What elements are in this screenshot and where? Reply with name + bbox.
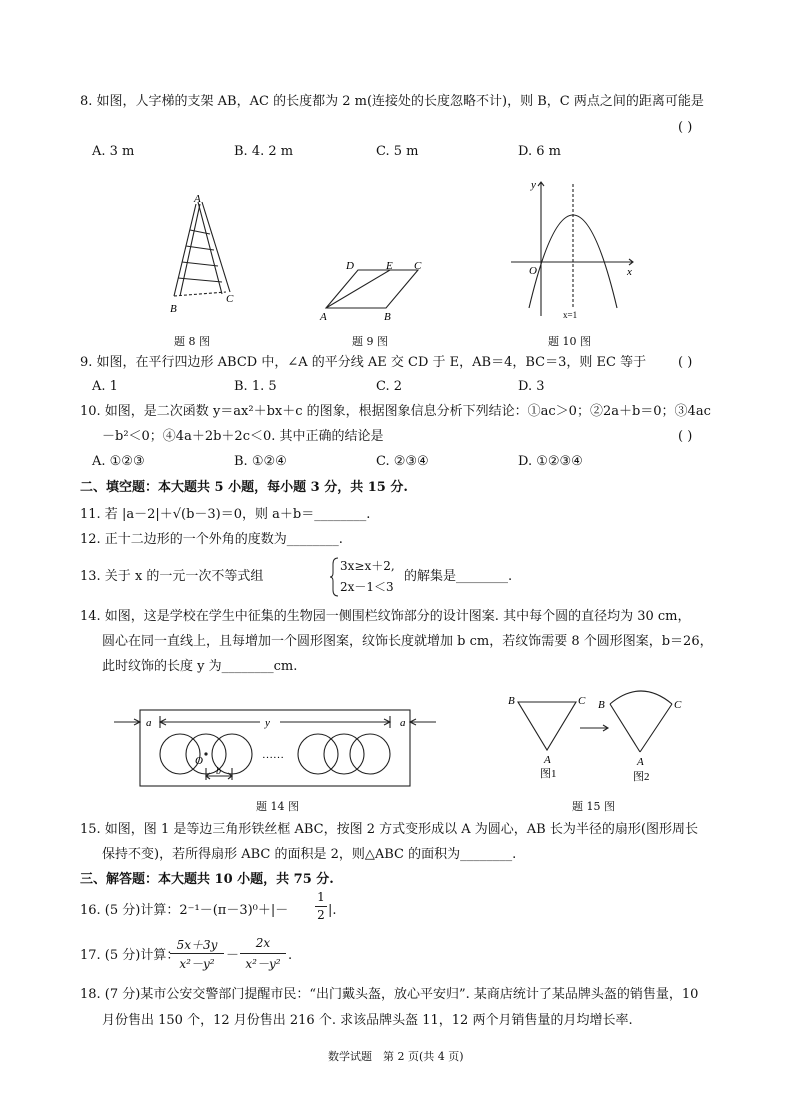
q12-text: 12. 正十二边形的一个外角的度数为________.: [80, 532, 343, 547]
q13-inequality-1: 3x≥x＋2,: [340, 559, 395, 573]
q8-option-b: B. 4. 2 m: [234, 144, 294, 159]
figure-9-parallelogram: [312, 258, 432, 322]
fig10-label-origin: O: [529, 265, 537, 277]
fig14-ellipsis: ……: [262, 749, 284, 761]
q14-line2: 圆心在同一直线上，且每增加一个圆形图案，纹饰长度就增加 b cm，若纹饰需要 8 个圆形图案，b＝26，: [102, 634, 713, 649]
q9-option-c: C. 2: [376, 379, 403, 394]
q16-frac-num: 1: [317, 890, 325, 904]
fig9-label-b: B: [384, 311, 391, 322]
q9-option-a: A. 1: [92, 379, 118, 394]
q16-frac-bar: [315, 906, 327, 907]
fig14-label-y: y: [265, 717, 270, 729]
fig14-label-b: b: [216, 766, 221, 777]
q10-option-c: C. ②③④: [376, 454, 429, 469]
fig8-label-a: A: [194, 193, 201, 205]
q17-frac1-bar: [170, 953, 224, 954]
q9-answer-paren: ( ): [678, 355, 693, 370]
fig9-label-a: A: [320, 311, 327, 322]
q17-prefix: 17. (5 分)计算：: [80, 948, 180, 963]
q18-line1: 18. (7 分)某市公安交警部门提醒市民：“出门戴头盔，放心平安归”. 某商店统计了某品牌头盔的销售量，10: [80, 987, 699, 1002]
q17-suffix: .: [288, 948, 293, 963]
q8-answer-paren: ( ): [678, 120, 693, 135]
fig15-fig2-caption: 图2: [633, 771, 650, 783]
q13-inequality-2: 2x－1＜3: [340, 580, 394, 594]
fig15-fig2-label-c: C: [674, 699, 682, 711]
page-footer: 数学试题 第 2 页(共 4 页): [328, 1050, 464, 1063]
fig8-label-b: B: [170, 303, 177, 315]
q14-line1: 14. 如图，这是学校在学生中征集的生物园一侧围栏纹饰部分的设计图案. 其中每个圆的直径均为 30 cm，: [80, 609, 691, 624]
q8-option-d: D. 6 m: [518, 144, 561, 159]
q15-line2: 保持不变)，若所得扇形 ABC 的面积是 2，则△ABC 的面积为________.: [102, 847, 517, 862]
fig8-caption: 题 8 图: [174, 335, 210, 348]
fig9-label-e: E: [386, 260, 393, 272]
q14-line3: 此时纹饰的长度 y 为________cm.: [102, 659, 298, 674]
fig14-label-a-right: a: [400, 717, 406, 729]
q10-line2: －b²＜0；④4a＋2b＋2c＜0. 其中正确的结论是: [102, 429, 384, 444]
fig8-label-c: C: [226, 293, 234, 305]
q8-option-a: A. 3 m: [92, 144, 135, 159]
q13-prefix: 13. 关于 x 的一元一次不等式组: [80, 569, 264, 584]
section3-heading: 三、解答题：本大题共 10 小题，共 75 分.: [80, 872, 334, 887]
q10-option-b: B. ①②④: [234, 454, 287, 469]
q9-text: 9. 如图，在平行四边形 ABCD 中，∠A 的平分线 AE 交 CD 于 E，AB＝4，BC＝3，则 EC 等于: [80, 355, 647, 370]
figure-14-circle-pattern: [110, 706, 440, 790]
q17-frac2-bar: [240, 953, 286, 954]
fig15-fig2-label-b: B: [598, 699, 605, 711]
fig10-caption: 题 10 图: [548, 335, 591, 348]
fig15-caption: 题 15 图: [572, 800, 615, 813]
q10-option-a: A. ①②③: [92, 454, 145, 469]
fig15-fig1-label-b: B: [508, 695, 515, 707]
q17-frac2-num: 2x: [255, 936, 271, 950]
q8-text: 8. 如图，人字梯的支架 AB，AC 的长度都为 2 m(连接处的长度忽略不计)，则 B，C 两点之间的距离可能是: [80, 94, 704, 109]
fig15-fig1-label-a: A: [544, 754, 551, 766]
fig15-fig2-label-a: A: [637, 756, 644, 768]
fig9-caption: 题 9 图: [352, 335, 388, 348]
fig14-label-a-left: a: [146, 717, 152, 729]
fig14-caption: 题 14 图: [256, 800, 299, 813]
q8-option-c: C. 5 m: [376, 144, 419, 159]
q15-line1: 15. 如图，图 1 是等边三角形铁丝框 ABC，按图 2 方式变形成以 A 为圆心，AB 长为半径的扇形(图形周长: [80, 822, 698, 837]
fig14-label-o: O: [195, 755, 203, 767]
q16-prefix: 16. (5 分)计算：2⁻¹－(π－3)⁰＋|－: [80, 903, 289, 918]
fig10-label-y: y: [531, 179, 536, 191]
figure-8-ladder: [160, 190, 250, 320]
q13-brace: [330, 556, 340, 598]
fig10-label-x: x: [627, 266, 632, 278]
section2-heading: 二、填空题：本大题共 5 小题，每小题 3 分，共 15 分.: [80, 480, 408, 495]
fig10-label-axis: x=1: [563, 310, 578, 320]
fig9-label-d: D: [346, 260, 354, 272]
figure-15-triangle-to-sector: [500, 690, 700, 790]
figure-10-parabola: [505, 176, 645, 324]
q17-frac2-den: x²－y²: [245, 957, 281, 971]
q17-minus: －: [226, 948, 240, 963]
q10-line1: 10. 如图，是二次函数 y＝ax²＋bx＋c 的图象，根据图象信息分析下列结论：①ac＞0；②2a＋b＝0；③4ac: [80, 404, 711, 419]
q17-frac1-num: 5x＋3y: [176, 938, 218, 952]
fig15-fig1-caption: 图1: [540, 768, 557, 780]
fig15-fig1-label-c: C: [578, 695, 586, 707]
q9-option-b: B. 1. 5: [234, 379, 277, 394]
q10-option-d: D. ①②③④: [518, 454, 583, 469]
q9-option-d: D. 3: [518, 379, 545, 394]
q17-frac1-den: x²－y²: [179, 957, 215, 971]
q13-suffix: 的解集是________.: [404, 569, 513, 584]
q18-line2: 月份售出 150 个，12 月份售出 216 个. 求该品牌头盔 11，12 两个月销售量的月均增长率.: [102, 1013, 633, 1028]
q16-frac-den: 2: [317, 908, 325, 922]
q11-text: 11. 若 |a－2|＋√(b－3)＝0，则 a＋b＝________.: [80, 507, 371, 522]
q10-answer-paren: ( ): [678, 429, 693, 444]
fig9-label-c: C: [414, 260, 422, 272]
q16-suffix: |.: [328, 903, 337, 918]
